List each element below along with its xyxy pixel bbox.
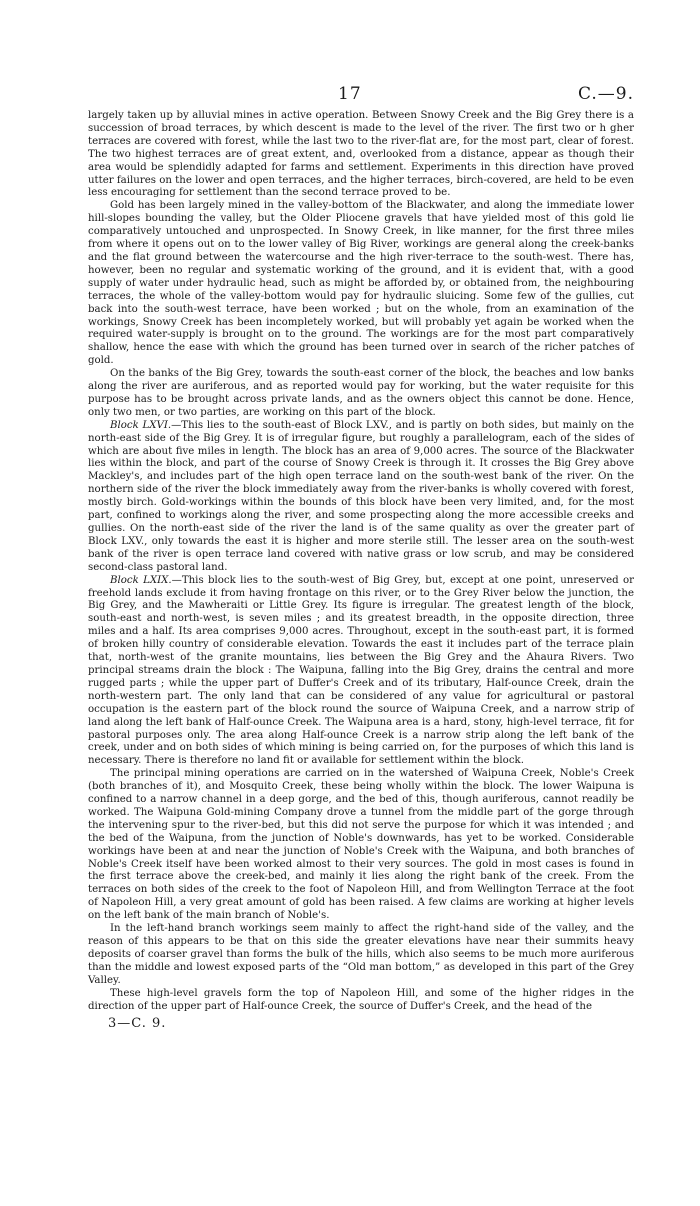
paragraph: Block LXIX.—This block lies to the south-west of Big Grey, but, except at one point, unreserved or freehold lands exclude it from having frontage on this river, or to the Grey River below the junction, the Big Grey, and the Mawheraiti or Little Grey. Its figure is irregular. The greatest length of the block, south-east and north-west, is seven miles ; and its greatest breadth, in the opposite direction, three miles and a half. Its area comprises 9,000 acres. Throughout, except in the south-east part, it is formed of broken hilly country of considerable elevation. Towards the east it includes part of the terrace plain that, north-west of the granite mountains, lies between the Big Grey and the Ahaura Rivers. Two principal streams drain the block : The Waipuna, falling into the Big Grey, drains the central and more rugged parts ; while the upper part of Duffer's Creek and of its tributary, Half-ounce Creek, drain the north-western part. The only land that can be considered of any value for agricultural or pastoral occupation is the eastern part of the block round the source of Waipuna Creek, and a narrow strip of land along the left bank of Half-ounce Creek. The Waipuna area is a hard, stony, high-level terrace, fit for pastoral purposes only. The area along Half-ounce Creek is a narrow strip along the left bank of the creek, under and on both sides of which mining is being carried on, for the purposes of which this land is necessary. There is therefore no land fit or available for settlement within the block.: [88, 574, 634, 767]
paragraph: On the banks of the Big Grey, towards the south-east corner of the block, the beaches and low banks along the river are auriferous, and as reported would pay for working, but the water requisite for this purpose has to be brought across private lands, and as the owners object this cannot be done. Hence, only two men, or two parties, are working on this part of the block.: [88, 368, 634, 418]
block-label: Block LXIX.: [110, 574, 172, 586]
paragraph: Gold has been largely mined in the valley-bottom of the Blackwater, and along the immediate lower hill-slopes bounding the valley, but the Older Pliocene gravels that have yielded most of this gold lie comparatively untouched and unprospected. In Snowy Creek, in like manner, for the first three miles from where it opens out on to the lower valley of Big River, workings are general along the creek-banks and the flat ground between the watercourse and the high river-terrace to the south-west. There has, however, been no regular and systematic working of the ground, and it is evident that, with a good supply of water under hydraulic head, such as might be afforded by, or obtained from, the neighbouring terraces, the whole of the valley-bottom would pay for hydraulic sluicing. Some few of the gullies, cut back into the south-west terrace, have been worked ; but on the whole, from an examination of the workings, Snowy Creek has been incompletely worked, but will probably yet again be worked when the required water-supply is brought on to the ground. The workings are for the most part comparatively shallow, hence the ease with which the ground has been turned over in search of the richer patches of gold.: [88, 200, 634, 367]
paragraph: Block LXVI.—This lies to the south-east of Block LXV., and is partly on both sides, but mainly on the north-east side of the Big Grey. It is of irregular figure, but roughly a parallelogram, each of the sides of which are about five miles in length. The block has an area of 9,000 acres. The source of the Blackwater lies within the block, and part of the course of Snowy Creek is through it. It crosses the Big Grey above Mackley's, and includes part of the high open terrace land on the south-west bank of the river. On the northern side of the river the block immediately away from the river-banks is wholly covered with forest, mostly birch. Gold-workings within the bounds of this block have been very limited, and, for the most part, confined to workings along the river, and some prospecting along the more accessible creeks and gullies. On the north-east side of the river the land is of the same quality as over the greater part of Block LXV., only towards the east it is higher and more sterile still. The lesser area on the south-west bank of the river is open terrace land covered with native grass or low scrub, and may be considered second-class pastoral land.: [88, 419, 634, 573]
block-label: Block LXVI.: [110, 419, 172, 431]
sheet-signature: 3—C. 9.: [108, 1016, 167, 1032]
body-text: [88, 110, 634, 1013]
paragraph: These high-level gravels form the top of Napoleon Hill, and some of the higher ridges in the direction of the upper part of Half-ounce Creek, the source of Duffer's Creek, and the head of the: [88, 987, 634, 1012]
page-header: [88, 84, 634, 110]
paragraph: largely taken up by alluvial mines in active operation. Between Snowy Creek and the Big Grey there is a succession of broad terraces, by which descent is made to the level of the river. The first two or h gher terraces are covered with forest, while the last two to the river-flat are, for the most part, clear of forest. The two highest terraces are of great extent, and, overlooked from a distance, appear as though their area would be splendidly adapted for farms and settlement. Experiments in this direction have proved utter failures on the lower and open terraces, and the higher terraces, birch-covered, are held to be even less encouraging for settlement than the second terrace proved to be.: [88, 110, 634, 199]
paragraph: The principal mining operations are carried on in the watershed of Waipuna Creek, Noble's Creek (both branches of it), and Mosquito Creek, these being wholly within the block. The lower Waipuna is confined to a narrow channel in a deep gorge, and the bed of this, though auriferous, cannot readily be worked. The Waipuna Gold-mining Company drove a tunnel from the middle part of the gorge through the intervening spur to the river-bed, but this did not serve the purpose for which it was intended ; and the bed of the Waipuna, from the junction of Noble's downwards, has yet to be worked. Considerable workings have been at and near the junction of Noble's Creek with the Waipuna, and both branches of Noble's Creek itself have been worked almost to their very sources. The gold in most cases is found in the first terrace above the creek-bed, and mainly it lies along the right bank of the creek. From the terraces on both sides of the creek to the foot of Napoleon Hill, and from Wellington Terrace at the foot of Napoleon Hill, a very great amount of gold has been raised. A few claims are working at higher levels on the left bank of the main branch of Noble's.: [88, 768, 634, 922]
paragraph: In the left-hand branch workings seem mainly to affect the right-hand side of the valley, and the reason of this appears to be that on this side the greater elevations have near their summits heavy deposits of coarser gravel than forms the bulk of the hills, which also seems to be much more auriferous than the middle and lowest exposed parts of the “Old man bottom,” as developed in this part of the Grey Valley.: [88, 923, 634, 986]
document-reference: C.—9.: [577, 84, 634, 104]
page-number: 17: [338, 84, 362, 104]
